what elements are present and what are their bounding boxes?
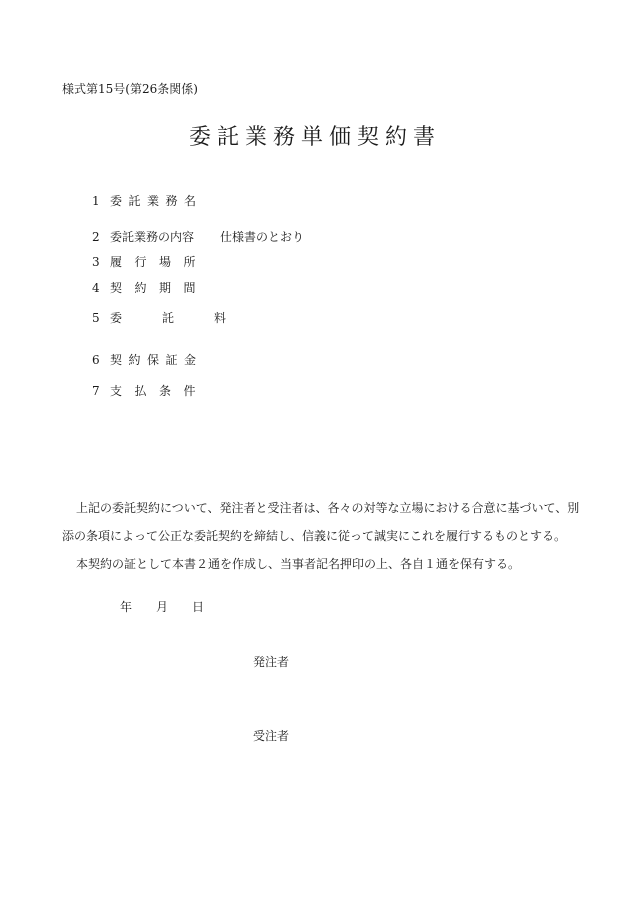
item-fee <box>92 309 267 326</box>
item-label: 契約保証金 <box>110 353 203 367</box>
item-label: 委託業務の内容 <box>110 230 195 244</box>
item-number: 3 <box>92 255 100 269</box>
orderer-label: 発注者 <box>253 655 290 669</box>
item-service-content <box>92 228 304 245</box>
item-label: 委託料 <box>110 311 267 325</box>
item-number: 4 <box>92 281 100 295</box>
item-number: 1 <box>92 194 100 208</box>
item-contract-period <box>92 279 212 296</box>
date-day-label: 日 <box>192 600 205 614</box>
item-payment-terms <box>92 382 212 399</box>
item-number: 7 <box>92 384 100 398</box>
item-label: 履行場所 <box>110 255 209 269</box>
item-deposit <box>92 351 212 368</box>
item-number: 2 <box>92 230 100 244</box>
item-label: 契約期間 <box>110 281 209 295</box>
contract-date <box>120 598 204 615</box>
body-paragraph-line-1: 上記の委託契約について、発注者と受注者は、各々の対等な立場における合意に基づいて、別 <box>76 501 580 515</box>
date-year-label: 年 <box>120 600 133 614</box>
form-number: 様式第15号(第26条関係) <box>62 82 198 96</box>
date-month-label: 月 <box>156 600 169 614</box>
item-label: 委託業務名 <box>110 194 203 208</box>
document-title: 委託業務単価契約書 <box>188 125 441 150</box>
item-value: 仕様書のとおり <box>220 230 305 244</box>
body-paragraph-line-2: 添の条項によって公正な委託契約を締結し、信義に従って誠実にこれを履行するものとする。 <box>62 529 567 543</box>
item-number: 5 <box>92 311 100 325</box>
contractor-label: 受注者 <box>253 729 290 743</box>
item-number: 6 <box>92 353 100 367</box>
body-paragraph-line-3: 本契約の証として本書２通を作成し、当事者記名押印の上、各自１通を保有する。 <box>76 557 521 571</box>
item-label: 支払条件 <box>110 384 209 398</box>
item-location <box>92 253 212 270</box>
item-service-name <box>92 192 212 209</box>
